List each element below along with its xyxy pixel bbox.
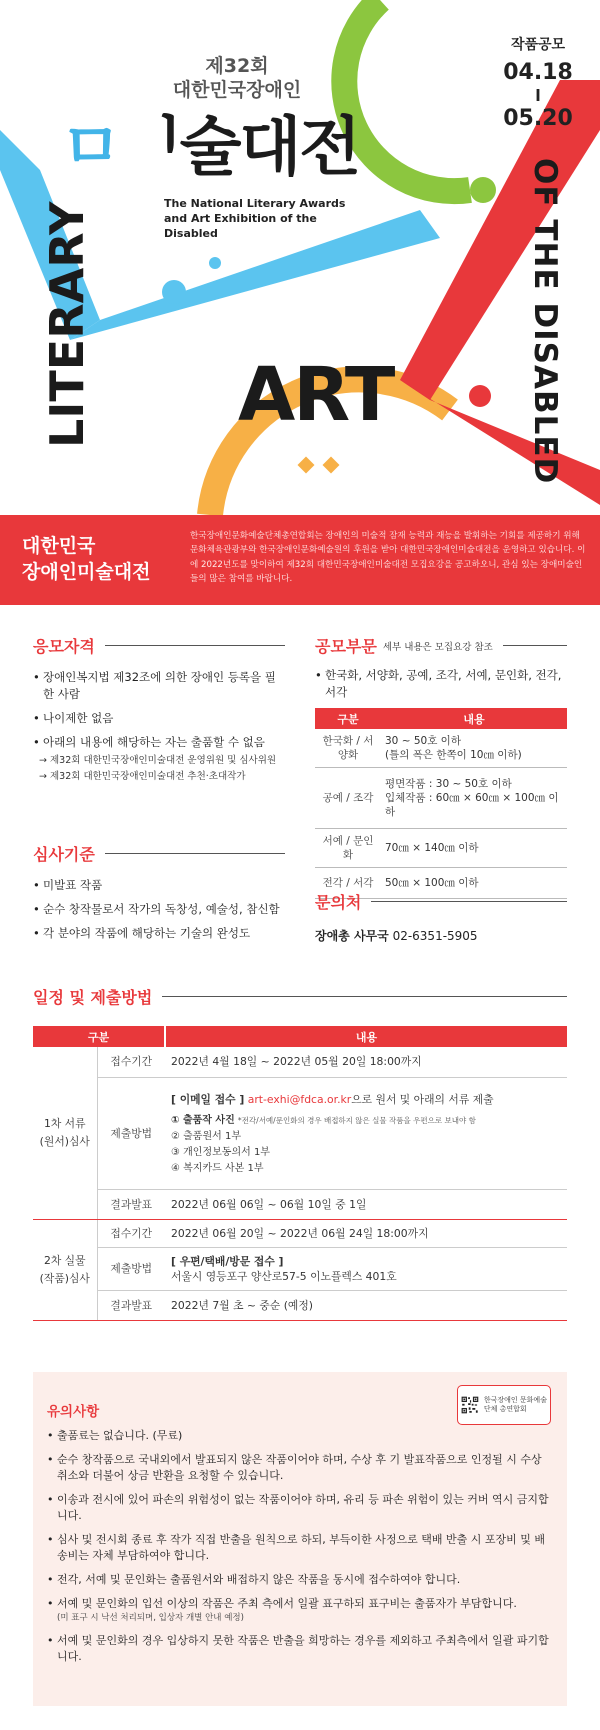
qr-code-icon <box>461 1390 479 1420</box>
hero-art-text: ART <box>238 352 394 438</box>
list-item: • 심사 및 전시회 종료 후 작가 직접 반출을 원칙으로 하되, 부득이한 사정으로 택배 반출 시 포장비 및 배송비는 자체 부담하여야 합니다. <box>47 1532 552 1564</box>
row-label: 접수기간 <box>97 1219 165 1247</box>
step-text: ① 출품작 사진 <box>171 1114 235 1126</box>
step-note: *전각/서예/문인화의 경우 배접하지 않은 실물 작품을 우편으로 보내야 함 <box>237 1115 476 1125</box>
method-tail: 으로 원서 및 아래의 서류 제출 <box>351 1092 494 1106</box>
hero-date-separator: l <box>535 86 541 105</box>
list-item: • 나이제한 없음 <box>33 710 285 727</box>
row-value: 2022년 06월 06일 ~ 06월 10일 중 1일 <box>165 1189 567 1219</box>
band-title-line2: 장애인미술대전 <box>22 561 151 583</box>
notice-list <box>47 1428 552 1673</box>
detail-line: 70㎝ × 140㎝ 이하 <box>385 842 479 854</box>
row-label: 결과발표 <box>97 1189 165 1219</box>
blue-dot-2 <box>209 257 221 269</box>
list-item: • 전각, 서예 및 문인화는 출품원서와 배접하지 않은 작품을 동시에 접수하여야 합니다. <box>47 1572 552 1588</box>
list-item: • 출품료는 없습니다. (무료) <box>47 1428 552 1444</box>
table-cell-name: 공예 / 조각 <box>315 768 381 829</box>
row-value-method <box>165 1247 567 1290</box>
method-head <box>171 1254 561 1269</box>
table-row <box>33 1247 567 1290</box>
list-item: • 장애인복지법 제32조에 의한 장애인 등록을 필한 사람 <box>33 669 285 703</box>
criteria-title <box>33 842 285 865</box>
eligibility-title <box>33 634 285 657</box>
detail-line: 평면작품 : 30 ~ 50호 이하 <box>385 778 512 790</box>
blue-band-left-top <box>0 130 40 170</box>
table-row <box>315 768 567 829</box>
row-value-method <box>165 1077 567 1189</box>
list-item: • 미발표 작품 <box>33 877 285 894</box>
table-row <box>33 1077 567 1189</box>
hero-org: 대한민국장애인 <box>172 79 302 101</box>
table-cell-detail <box>381 829 567 868</box>
row-label: 제출방법 <box>97 1077 165 1189</box>
list-item: • 이송과 전시에 있어 파손의 위험성이 없는 작품이어야 하며, 유리 등 파손 위험이 있는 커버 역시 금지합니다. <box>47 1492 552 1524</box>
detail-line: 30 ~ 50호 이하 <box>385 735 461 747</box>
eligibility-exclusion-1: → 제32회 대한민국장애인미술대전 운영위원 및 심사위원 <box>39 755 277 766</box>
hero-vertical-literary: LITERARY <box>40 201 94 448</box>
eligibility-exclusion-2: → 제32회 대한민국장애인미술대전 추천·초대작가 <box>39 771 246 782</box>
title-rule <box>503 645 567 646</box>
notice-item-note: (미 표구 시 낙선 처리되며, 입상자 개별 안내 예정) <box>57 1613 244 1623</box>
step-line: ④ 복지카드 사본 1부 <box>171 1162 264 1174</box>
contact-title-text: 문의처 <box>315 893 362 912</box>
row-label: 제출방법 <box>97 1247 165 1290</box>
table-header-row <box>315 708 567 729</box>
table-header-cell: 내용 <box>165 1026 567 1047</box>
divisions-title-text: 공모부문 <box>315 637 377 656</box>
divisions-title <box>315 634 567 657</box>
step-line <box>171 1113 561 1129</box>
divisions-table <box>315 708 567 899</box>
org-badge <box>457 1385 551 1425</box>
table-row <box>315 829 567 868</box>
orange-diamond-1 <box>298 457 315 474</box>
schedule-title-text: 일정 및 제출방법 <box>33 988 153 1007</box>
step-line: ② 출품원서 1부 <box>171 1130 241 1142</box>
contact-phone[interactable]: 02-6351-5905 <box>392 929 478 943</box>
contact-section <box>315 890 567 944</box>
schedule-title <box>33 985 567 1008</box>
table-row <box>33 1219 567 1247</box>
eligibility-list <box>33 669 285 751</box>
table-header-cell: 구분 <box>315 708 381 729</box>
table-row <box>315 729 567 768</box>
hero-title <box>60 112 359 184</box>
notice-box <box>33 1372 567 1706</box>
detail-line: 50㎝ × 100㎝ 이하 <box>385 877 479 889</box>
table-header-cell: 구분 <box>33 1026 165 1047</box>
hero-period-label: 작품공모 <box>510 37 566 53</box>
table-header-cell: 내용 <box>381 708 567 729</box>
band-title-line1: 대한민국 <box>22 535 96 557</box>
divisions-bullet: • 한국화, 서양화, 공예, 조각, 서예, 문인화, 전각, 서각 <box>315 667 567 701</box>
eligibility-title-text: 응모자격 <box>33 637 95 656</box>
contact-line <box>315 927 567 944</box>
step-line: ③ 개인정보동의서 1부 <box>171 1146 270 1158</box>
hero-date-end: 05.20 <box>503 106 573 131</box>
table-cell-name: 전각 / 서각 <box>315 868 381 899</box>
detail-line: (틀의 폭은 한쪽이 10㎝ 이하) <box>385 749 522 761</box>
round-label-line: 1차 서류 <box>43 1116 86 1130</box>
table-cell-name: 서예 / 문인화 <box>315 829 381 868</box>
intro-band <box>0 515 600 605</box>
criteria-list <box>33 877 285 942</box>
list-item: • 아래의 내용에 해당하는 자는 출품할 수 없음 <box>33 734 285 751</box>
title-rule <box>371 901 567 902</box>
badge-text: 한국장애인 문화예술단체 총연합회 <box>483 1396 547 1413</box>
band-title <box>22 533 182 585</box>
table-row <box>33 1189 567 1219</box>
list-item: • 순수 창작품으로 국내외에서 발표되지 않은 작품이어야 하며, 수상 후 기 발표작품으로 인정될 시 수상 취소와 더불어 상금 반환을 요청할 수 있습니다. <box>47 1452 552 1484</box>
red-dot <box>469 385 491 407</box>
notice-item-text: 서예 및 문인화의 입선 이상의 작품은 주최 측에서 일괄 표구하되 표구비는 출품자가 부담합니다. <box>57 1597 517 1610</box>
row-label: 접수기간 <box>97 1047 165 1077</box>
hero-title-dot: ㅁ <box>60 111 120 185</box>
list-item: • 각 분야의 작품에 해당하는 기술의 완성도 <box>33 925 285 942</box>
divisions-note: 세부 내용은 모집요강 참조 <box>382 641 493 653</box>
list-item: • 순수 창작물로서 작가의 독창성, 예술성, 참신함 <box>33 901 285 918</box>
criteria-section <box>33 842 285 949</box>
band-intro-text: 한국장애인문화예술단체총연합회는 장애인의 미술적 잠재 능력과 재능을 발휘하는 기회를 제공하기 위해 문화체육관광부와 한국장애인문화예술원의 후원을 받아 대한민국장애인미술대전을 운영하고 있습니다. 이에 2022년도를 맞이하여 제32회 대한민국장애인미술대전 모집요강을 공고하오니, 관심 있는 장애미술인들의 많은 참여를 바랍니다. <box>190 531 586 585</box>
row-value: 2022년 7월 초 ~ 중순 (예정) <box>165 1290 567 1320</box>
hero-date-start: 04.18 <box>503 60 573 85</box>
title-rule <box>105 853 285 854</box>
hero-english-title: The National Literary Awards and Art Exhibition of the Disabled <box>164 197 346 240</box>
round-label-line: (작품)심사 <box>39 1271 90 1285</box>
round-label-line: (원서)심사 <box>39 1134 90 1148</box>
row-value: 2022년 06월 20일 ~ 2022년 06월 24일 18:00까지 <box>165 1219 567 1247</box>
row-value: 2022년 4월 18일 ~ 2022년 05월 20일 18:00까지 <box>165 1047 567 1077</box>
criteria-title-text: 심사기준 <box>33 845 95 864</box>
method-head-text: [ 우편/택배/방문 접수 ] <box>171 1254 284 1268</box>
contact-title <box>315 890 567 913</box>
table-row <box>33 1290 567 1320</box>
blue-dot-1 <box>162 280 186 304</box>
round2-label <box>33 1219 97 1320</box>
hero-subtitle <box>162 54 312 102</box>
title-rule <box>105 645 285 646</box>
green-dot <box>470 177 496 203</box>
table-header-row <box>33 1026 567 1047</box>
divisions-section <box>315 634 567 899</box>
list-item: • 서예 및 문인화의 경우 입상하지 못한 작품은 반출을 희망하는 경우를 제외하고 주최측에서 일괄 파기합니다. <box>47 1633 552 1665</box>
round1-label <box>33 1047 97 1219</box>
hero-title-main: ᅵ술대전 <box>119 111 360 185</box>
hero-edition: 제32회 <box>205 55 269 77</box>
schedule-table <box>33 1026 567 1321</box>
round-label-line: 2차 실물 <box>43 1253 86 1267</box>
table-row <box>33 1047 567 1077</box>
eligibility-section <box>33 634 285 785</box>
detail-line: 입체작품 : 60㎝ × 60㎝ × 100㎝ 이하 <box>385 792 559 818</box>
table-cell-detail <box>381 729 567 768</box>
green-arc <box>344 0 470 191</box>
notice-title: 유의사항 <box>47 1404 100 1420</box>
schedule-section <box>33 985 567 1321</box>
address: 서울시 영등포구 양산로57-5 이노플렉스 401호 <box>171 1269 397 1283</box>
divisions-bullet-list <box>315 667 567 701</box>
hero-vertical-disabled: OF THE DISABLED <box>527 158 563 485</box>
email-link[interactable]: art-exhi@fdca.or.kr <box>247 1092 352 1106</box>
table-cell-name: 한국화 / 서양화 <box>315 729 381 768</box>
orange-diamond-2 <box>323 457 340 474</box>
row-label: 결과발표 <box>97 1290 165 1320</box>
contact-org: 장애총 사무국 <box>315 929 389 943</box>
table-cell-detail <box>381 768 567 829</box>
red-band-lower <box>400 380 600 505</box>
method-line <box>171 1092 561 1107</box>
list-item <box>47 1596 552 1625</box>
hero-poster <box>0 0 600 515</box>
method-head: [ 이메일 접수 ] <box>171 1092 245 1106</box>
title-rule <box>162 996 567 997</box>
